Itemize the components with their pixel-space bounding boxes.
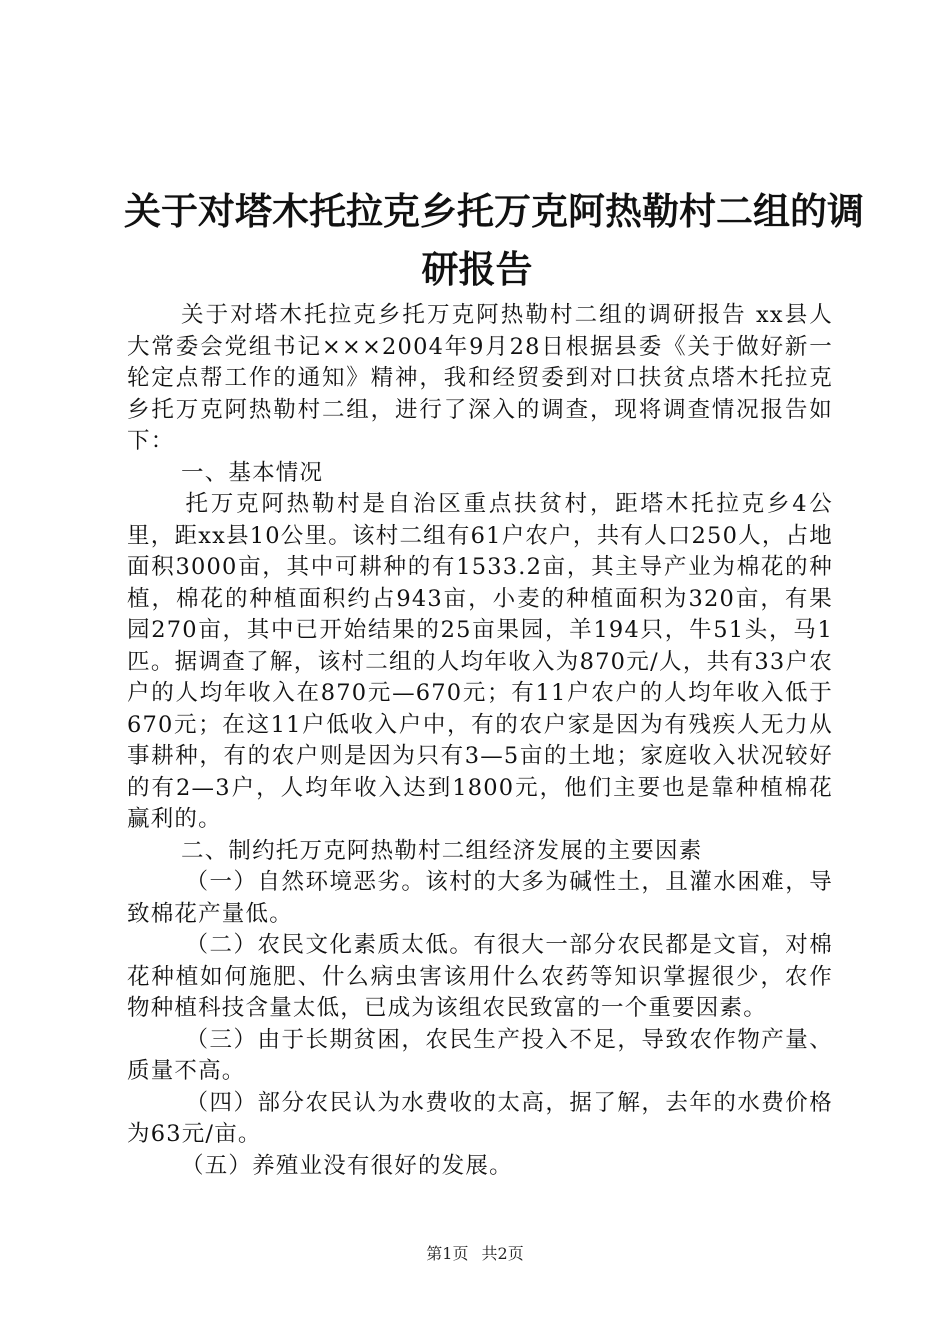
constraint-item-5: （五）养殖业没有很好的发展。 <box>181 1152 513 1179</box>
document-title <box>124 183 864 299</box>
basic-situation-paragraph: 托万克阿热勒村是自治区重点扶贫村，距塔木托拉克乡4公里，距xx县10公里。该村二组有61户农户，共有人口250人，占地面积3000亩，其中可耕种的有1533.2亩，其主导产业为棉花的种植，棉花的种植面积约占943亩，小麦的种植面积为320亩，有果园270亩，其中已开始结果的25亩果园，羊194只，牛51头，马1匹。据调查了解，该村二组的人均年收入为870元/人，共有33户农户的人均年收入在870元—670元；有11户农户的人均年收入低于670元；在这11户低收入户中，有的农户家是因为有残疾人无力从事耕种，有的农户则是因为只有3—5亩的土地；家庭收入状况较好的有2—3户，人均年收入达到1800元，他们主要也是靠种植棉花赢利的。 <box>127 491 833 832</box>
page-footer <box>0 1244 950 1264</box>
page-number: 第1页 <box>426 1244 469 1263</box>
title-line-2: 研报告 <box>421 248 533 291</box>
section-heading-constraints: 二、制约托万克阿热勒村二组经济发展的主要因素 <box>181 837 703 864</box>
constraint-item-4: （四）部分农民认为水费收的太高，据了解，去年的水费价格为63元/亩。 <box>127 1089 833 1147</box>
constraint-item-1: （一）自然环境恶劣。该村的大多为碱性土，且灌水困难，导致棉花产量低。 <box>127 869 833 927</box>
section-heading-basic-situation: 一、基本情况 <box>181 459 324 486</box>
intro-paragraph: 关于对塔木托拉克乡托万克阿热勒村二组的调研报告 xx县人大常委会党组书记×××2004年9月28日根据县委《关于做好新一轮定点帮工作的通知》精神，我和经贸委到对口扶贫点塔木托拉克乡托万克阿热勒村二组，进行了深入的调查，现将调查情况报告如下： <box>127 302 833 454</box>
document-body <box>127 300 833 1182</box>
title-line-1: 关于对塔木托拉克乡托万克阿热勒村二组的调 <box>124 190 864 233</box>
constraint-item-2: （二）农民文化素质太低。有很大一部分农民都是文盲，对棉花种植如何施肥、什么病虫害该用什么农药等知识掌握很少，农作物种植科技含量太低，已成为该组农民致富的一个重要因素。 <box>127 932 833 1021</box>
page-total: 共2页 <box>481 1244 524 1263</box>
constraint-item-3: （三）由于长期贫困，农民生产投入不足，导致农作物产量、质量不高。 <box>127 1026 833 1084</box>
